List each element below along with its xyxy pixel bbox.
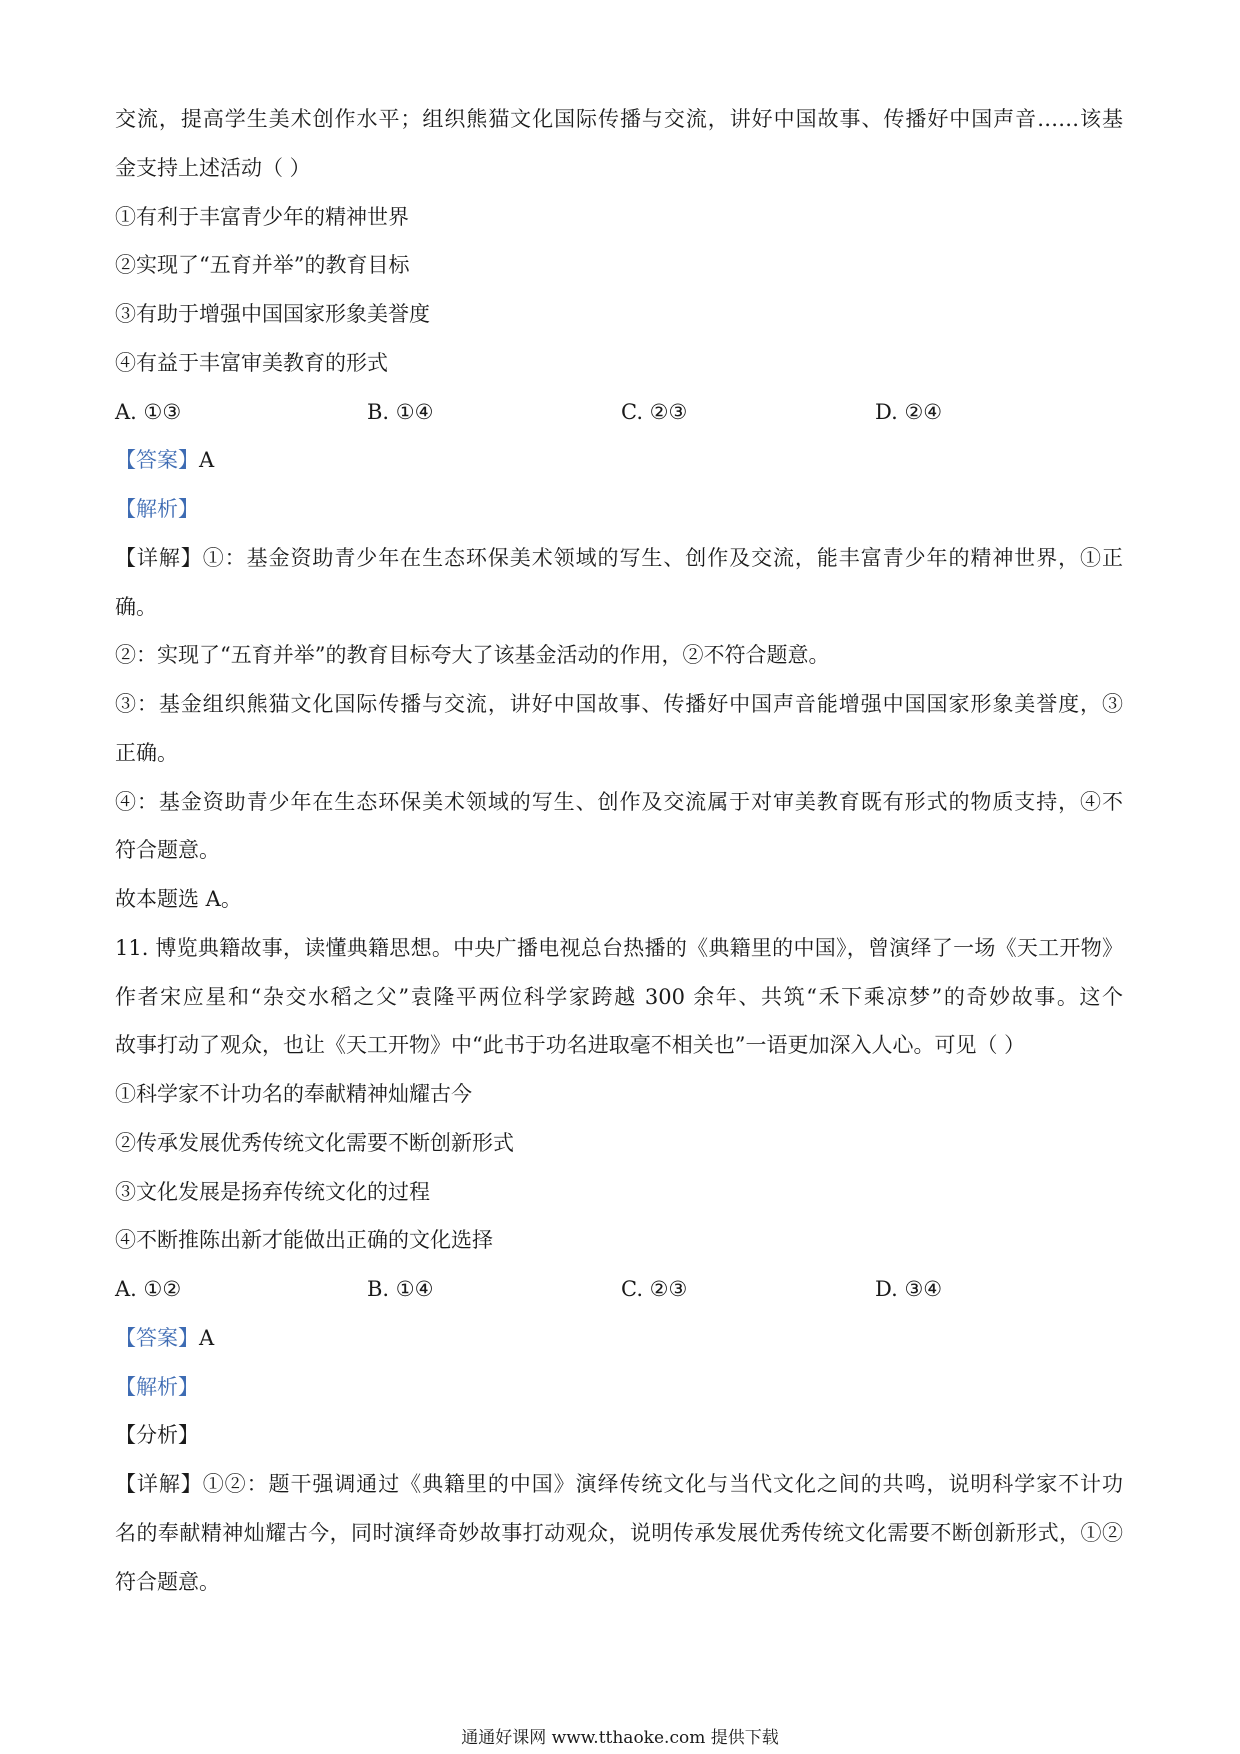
q11-analysis-label: 【解析】 — [115, 1374, 199, 1399]
q11-detail-line: 符合题意。 — [115, 1569, 220, 1594]
q10-option-b: B. ①④ — [367, 399, 434, 424]
q10-detail-line: ③：基金组织熊猫文化国际传播与交流，讲好中国故事、传播好中国声音能增强中国国家形象美誉度，③ — [115, 692, 1123, 716]
q10-statement: ③有助于增强中国国家形象美誉度 — [115, 302, 430, 326]
q10-conclusion: 故本题选 A。 — [115, 887, 242, 911]
q11-option-d: D. ③④ — [875, 1277, 943, 1301]
q11-statement: ②传承发展优秀传统文化需要不断创新形式 — [115, 1130, 514, 1155]
q10-statement: ①有利于丰富青少年的精神世界 — [115, 204, 409, 229]
q10-options-row — [115, 388, 1123, 437]
q10-statement: ②实现了“五育并举”的教育目标 — [115, 253, 410, 278]
q10-option-d: D. ②④ — [875, 399, 943, 424]
q11-answer-label: 【答案】 — [115, 1325, 199, 1350]
q10-detail-line: 确。 — [115, 594, 157, 619]
q10-answer-label: 【答案】 — [115, 448, 199, 473]
q10-statement: ④有益于丰富审美教育的形式 — [115, 350, 388, 375]
q11-stem-line: 作者宋应星和“杂交水稻之父”袁隆平两位科学家跨越 300 余年、共筑“禾下乘凉梦”的奇妙故事。这个 — [115, 984, 1123, 1009]
q10-detail-line: 【详解】①：基金资助青少年在生态环保美术领域的写生、创作及交流，能丰富青少年的精神世界，①正 — [115, 545, 1123, 570]
q10-option-a: A. ①③ — [115, 399, 182, 424]
q11-statement: ③文化发展是扬弃传统文化的过程 — [115, 1179, 430, 1204]
q10-option-c: C. ②③ — [621, 399, 688, 424]
q11-option-b: B. ①④ — [367, 1277, 434, 1301]
q10-detail-line: ②：实现了“五育并举”的教育目标夸大了该基金活动的作用，②不符合题意。 — [115, 643, 830, 668]
q10-detail-line: 正确。 — [115, 740, 178, 765]
q11-options-row — [115, 1265, 1123, 1314]
q11-stem-line: 11. 博览典籍故事，读懂典籍思想。中央广播电视总台热播的《典籍里的中国》，曾演绎了一场《天工开物》 — [115, 935, 1123, 960]
q10-answer-line — [115, 436, 1123, 485]
q10-analysis-label: 【解析】 — [115, 497, 199, 521]
q10-analysis-line — [115, 485, 1123, 534]
q11-detail-line: 【详解】①②：题干强调通过《典籍里的中国》演绎传统文化与当代文化之间的共鸣，说明科学家不计功 — [115, 1472, 1123, 1496]
q10-stem-line: 交流，提高学生美术创作水平；组织熊猫文化国际传播与交流，讲好中国故事、传播好中国声音……该基 — [115, 107, 1123, 131]
page-content — [115, 95, 1123, 1606]
q10-detail-line: ④：基金资助青少年在生态环保美术领域的写生、创作及交流属于对审美教育既有形式的物质支持，④不 — [115, 789, 1123, 814]
q11-analysis-sub-label: 【分析】 — [115, 1423, 199, 1448]
q10-stem-line: 金支持上述活动（ ） — [115, 155, 311, 180]
q11-stem-line: 故事打动了观众，也让《天工开物》中“此书于功名进取毫不相关也”一语更加深入人心。可见（ ） — [115, 1033, 1026, 1058]
page-footer: 通通好课网 www.tthaoke.com 提供下载 — [461, 1728, 779, 1748]
q11-analysis-line — [115, 1363, 1123, 1412]
q11-detail-line: 名的奉献精神灿耀古今，同时演绎奇妙故事打动观众，说明传承发展优秀传统文化需要不断创新形式，①② — [115, 1520, 1123, 1545]
q10-detail-line: 符合题意。 — [115, 838, 220, 863]
q10-answer-value: A — [199, 448, 215, 473]
q11-statement: ④不断推陈出新才能做出正确的文化选择 — [115, 1228, 493, 1253]
q11-option-c: C. ②③ — [621, 1277, 688, 1301]
q11-answer-line — [115, 1314, 1123, 1363]
q11-statement: ①科学家不计功名的奉献精神灿耀古今 — [115, 1082, 472, 1106]
q11-option-a: A. ①② — [115, 1277, 182, 1301]
q11-answer-value: A — [199, 1325, 215, 1350]
